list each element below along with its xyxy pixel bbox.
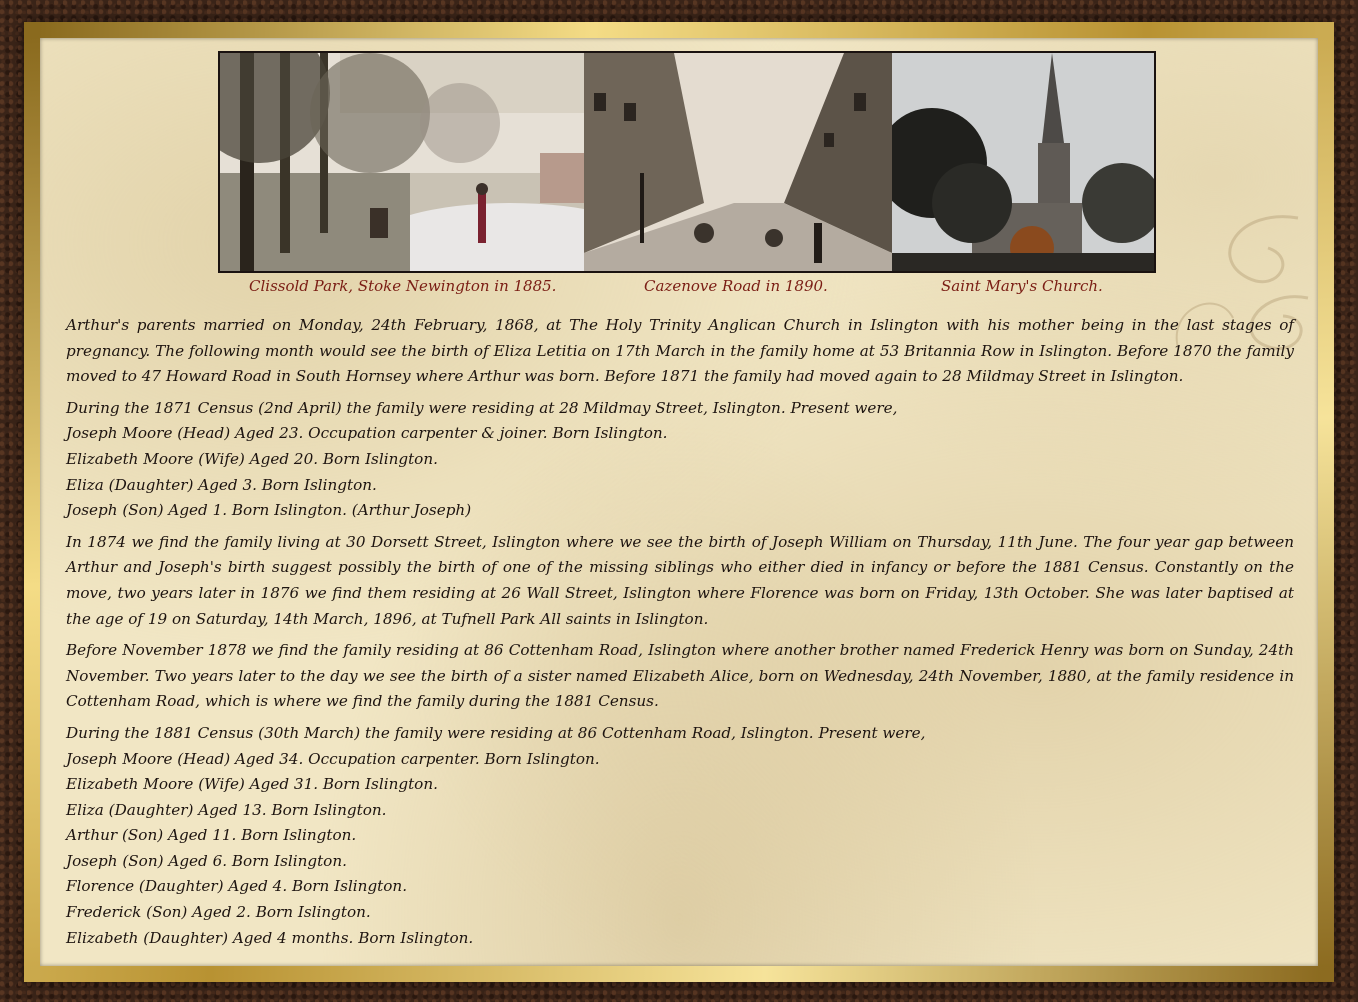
census-1881-member: Eliza (Daughter) Aged 13. Born Islington.: [66, 800, 387, 819]
census-1881-member: Joseph (Son) Aged 6. Born Islington.: [66, 851, 347, 870]
census-1871-member: Elizabeth Moore (Wife) Aged 20. Born Islington.: [66, 449, 438, 468]
census-1871-intro: During the 1871 Census (2nd April) the family were residing at 28 Mildmay Street, Islington. Present were,: [66, 398, 898, 417]
census-1871-member: Joseph (Son) Aged 1. Born Islington. (Arthur Joseph): [66, 501, 472, 520]
paragraph-1878: Before November 1878 we find the family residing at 86 Cottenham Road, Islington where another brother named Frederick Henry was born on Sunday, 24th November. Two years later to the day we see the birth of a sister named Elizabeth Alice, born on Wednesday, 24th November, 1880, at the family residence in Cottenham Road, which is where we find the family during the 1881 Census.: [66, 641, 1294, 711]
census-1881-member: Joseph Moore (Head) Aged 34. Occupation carpenter. Born Islington.: [66, 749, 600, 768]
census-1881-member: Frederick (Son) Aged 2. Born Islington.: [66, 903, 371, 922]
census-1881-member: Florence (Daughter) Aged 4. Born Islington.: [66, 877, 408, 896]
census-1881-block: [66, 721, 1294, 951]
photo-strip: [218, 51, 1156, 273]
park-pond-photo: [220, 53, 584, 271]
street-scene-photo: [584, 53, 892, 271]
paragraph-marriage: Arthur's parents married on Monday, 24th February, 1868, at The Holy Trinity Anglican Church in Islington with his mother being in the last stages of pregnancy. The following month would see the birth of Eliza Letitia on 17th March in the family home at 53 Britannia Row in Islington. Before 1870 the family moved to 47 Howard Road in South Hornsey where Arthur was born. Before 1871 the family had moved again to 28 Mildmay Street in Islington.: [66, 316, 1294, 386]
census-1881-member: Elizabeth (Daughter) Aged 4 months. Born Islington.: [66, 928, 474, 947]
census-1871-member: Eliza (Daughter) Aged 3. Born Islington.: [66, 475, 377, 494]
church-spire-photo: [892, 53, 1154, 271]
census-1881-intro: During the 1881 Census (30th March) the family were residing at 86 Cottenham Road, Islington. Present were,: [66, 723, 926, 742]
article-body: [66, 313, 1294, 951]
census-1871-block: [66, 396, 1294, 524]
census-1871-member: Joseph Moore (Head) Aged 23. Occupation carpenter & joiner. Born Islington.: [66, 424, 668, 443]
caption-cazenove-road: Cazenove Road in 1890.: [644, 277, 828, 295]
census-1881-member: Arthur (Son) Aged 11. Born Islington.: [66, 826, 357, 845]
caption-clissold-park: Clissold Park, Stoke Newington in 1885.: [249, 277, 557, 295]
paragraph-1874: In 1874 we find the family living at 30 Dorsett Street, Islington where we see the birth of Joseph William on Thursday, 11th June. The four year gap between Arthur and Joseph's birth suggest possibly the birth of one of the missing siblings who either died in infancy or before the 1881 Census. Constantly on the move, two years later in 1876 we find them residing at 26 Wall Street, Islington where Florence was born on Friday, 13th October. She was later baptised at the age of 19 on Saturday, 14th March, 1896, at Tufnell Park All saints in Islington.: [66, 532, 1294, 628]
census-1881-member: Elizabeth Moore (Wife) Aged 31. Born Islington.: [66, 775, 438, 794]
caption-saint-marys-church: Saint Mary's Church.: [941, 277, 1103, 295]
